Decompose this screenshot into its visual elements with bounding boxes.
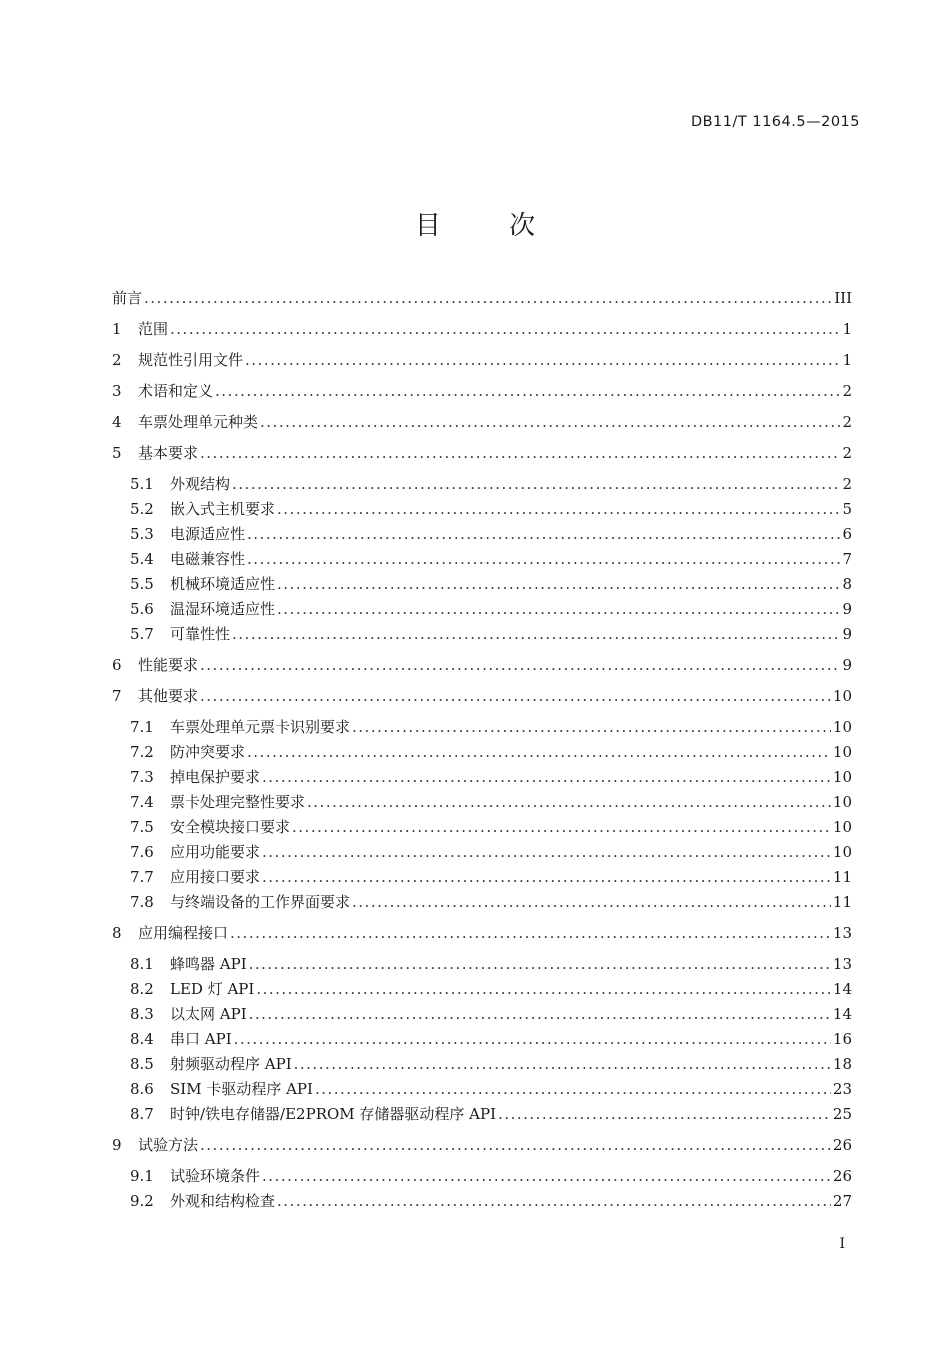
- toc-entry-number: 7.3: [130, 768, 154, 786]
- toc-entry[interactable]: [112, 1052, 852, 1077]
- toc-entry-number: 5.6: [130, 600, 154, 618]
- toc-leader-dots: [245, 348, 840, 372]
- toc-entry[interactable]: [112, 410, 852, 441]
- toc-entry-number: 9: [112, 1136, 122, 1154]
- toc-leader-dots: [200, 1133, 831, 1157]
- toc-entry[interactable]: [112, 286, 852, 317]
- toc-entry-label: 电磁兼容性: [170, 550, 246, 568]
- toc-leader-dots: [247, 740, 831, 765]
- toc-entry[interactable]: [112, 715, 852, 740]
- toc-entry-label: 机械环境适应性: [170, 575, 276, 593]
- toc-entry-label: 时钟/铁电存储器/E2PROM 存储器驱动程序 API: [170, 1105, 497, 1123]
- toc-entry[interactable]: [112, 684, 852, 715]
- toc-leader-dots: [200, 653, 840, 677]
- toc-entry-label: 可靠性性: [170, 625, 231, 643]
- toc-leader-dots: [200, 441, 840, 465]
- toc-entry[interactable]: [112, 740, 852, 765]
- toc-entry-label: 以太网 API: [170, 1005, 247, 1023]
- toc-entry-label: 电源适应性: [170, 525, 246, 543]
- toc-leader-dots: [247, 547, 840, 572]
- toc-entry-page: 9: [842, 600, 852, 618]
- toc-entry-label: 前言: [112, 289, 143, 307]
- toc-entry-number: 9.2: [130, 1192, 154, 1210]
- toc-entry-number: 1: [112, 320, 122, 338]
- toc-entry-label: 外观和结构检查: [170, 1192, 276, 1210]
- toc-entry-page: 18: [832, 1055, 852, 1073]
- toc-leader-dots: [292, 815, 831, 840]
- toc-entry[interactable]: [112, 472, 852, 497]
- toc-entry-page: 14: [832, 980, 852, 998]
- toc-leader-dots: [232, 622, 840, 647]
- toc-entry[interactable]: [112, 653, 852, 684]
- toc-entry-page: 2: [842, 382, 852, 400]
- toc-entry-label: 蜂鸣器 API: [170, 955, 247, 973]
- toc-entry[interactable]: [112, 1077, 852, 1102]
- toc-entry-page: 26: [832, 1136, 852, 1154]
- toc-entry[interactable]: [112, 1164, 852, 1189]
- toc-entry-page: 1: [842, 320, 852, 338]
- toc-entry-number: 8.6: [130, 1080, 154, 1098]
- toc-entry-number: 8.7: [130, 1105, 154, 1123]
- toc-entry-number: 5.5: [130, 575, 154, 593]
- toc-entry[interactable]: [112, 622, 852, 647]
- toc-leader-dots: [262, 765, 831, 790]
- toc-entry-label: SIM 卡驱动程序 API: [170, 1080, 313, 1098]
- toc-entry-label: 温湿环境适应性: [170, 600, 276, 618]
- toc-entry-page: 6: [842, 525, 852, 543]
- toc-leader-dots: [215, 379, 840, 403]
- toc-entry-number: 8: [112, 924, 122, 942]
- toc-entry-label: 其他要求: [138, 687, 199, 705]
- toc-leader-dots: [234, 1027, 831, 1052]
- toc-entry-page: 8: [842, 575, 852, 593]
- toc-entry[interactable]: [112, 952, 852, 977]
- toc-leader-dots: [277, 572, 840, 597]
- toc-leader-dots: [260, 410, 840, 434]
- toc-entry-label: 与终端设备的工作界面要求: [170, 893, 351, 911]
- toc-leader-dots: [277, 497, 840, 522]
- toc-entry[interactable]: [112, 522, 852, 547]
- toc-entry-page: 25: [832, 1105, 852, 1123]
- toc-leader-dots: [200, 684, 831, 708]
- document-code: DB11/T 1164.5—2015: [690, 114, 860, 130]
- toc-entry-label: 射频驱动程序 API: [170, 1055, 292, 1073]
- toc-entry-label: 基本要求: [138, 444, 199, 462]
- toc-entry-label: 规范性引用文件: [138, 351, 244, 369]
- toc-entry[interactable]: [112, 790, 852, 815]
- toc-leader-dots: [262, 840, 831, 865]
- toc-entry[interactable]: [112, 1002, 852, 1027]
- toc-entry-number: 7.4: [130, 793, 154, 811]
- table-of-contents: [112, 286, 852, 1214]
- toc-leader-dots: [249, 952, 831, 977]
- toc-entry[interactable]: [112, 317, 852, 348]
- toc-entry-page: 5: [842, 500, 852, 518]
- toc-leader-dots: [352, 890, 831, 915]
- toc-entry[interactable]: [112, 441, 852, 472]
- toc-entry-number: 5.1: [130, 475, 154, 493]
- toc-entry[interactable]: [112, 977, 852, 1002]
- toc-entry[interactable]: [112, 890, 852, 915]
- toc-entry[interactable]: [112, 1189, 852, 1214]
- toc-entry-number: 5: [112, 444, 122, 462]
- toc-entry-label: 安全模块接口要求: [170, 818, 291, 836]
- toc-leader-dots: [262, 865, 831, 890]
- toc-entry-label: 车票处理单元票卡识别要求: [170, 718, 351, 736]
- toc-entry[interactable]: [112, 840, 852, 865]
- toc-entry-page: 13: [832, 924, 852, 942]
- toc-entry-number: 7: [112, 687, 122, 705]
- toc-entry-number: 4: [112, 413, 122, 431]
- toc-entry-label: 串口 API: [170, 1030, 232, 1048]
- toc-entry-page: III: [834, 289, 852, 307]
- toc-entry-page: 10: [832, 768, 852, 786]
- toc-entry-number: 5.2: [130, 500, 154, 518]
- toc-entry-number: 2: [112, 351, 122, 369]
- toc-leader-dots: [294, 1052, 831, 1077]
- toc-entry-number: 9.1: [130, 1167, 154, 1185]
- toc-entry[interactable]: [112, 921, 852, 952]
- toc-entry-page: 10: [832, 687, 852, 705]
- toc-leader-dots: [498, 1102, 831, 1127]
- toc-entry-number: 7.5: [130, 818, 154, 836]
- toc-entry-page: 2: [842, 475, 852, 493]
- toc-entry[interactable]: [112, 1102, 852, 1127]
- toc-entry[interactable]: [112, 572, 852, 597]
- toc-entry-number: 8.3: [130, 1005, 154, 1023]
- toc-entry-label: 车票处理单元种类: [138, 413, 259, 431]
- footer-page-number: I: [839, 1236, 845, 1252]
- toc-entry-label: 票卡处理完整性要求: [170, 793, 306, 811]
- toc-entry-label: 应用功能要求: [170, 843, 261, 861]
- toc-entry-page: 7: [842, 550, 852, 568]
- toc-entry-page: 9: [842, 625, 852, 643]
- toc-entry-number: 7.6: [130, 843, 154, 861]
- toc-entry-number: 7.2: [130, 743, 154, 761]
- toc-leader-dots: [247, 522, 840, 547]
- toc-entry-page: 11: [832, 893, 852, 911]
- toc-leader-dots: [170, 317, 840, 341]
- page-title: 目 次: [414, 211, 566, 241]
- toc-entry-page: 10: [832, 718, 852, 736]
- toc-entry-page: 14: [832, 1005, 852, 1023]
- toc-leader-dots: [307, 790, 831, 815]
- toc-entry-label: 应用编程接口: [138, 924, 229, 942]
- toc-entry-number: 6: [112, 656, 122, 674]
- toc-entry-page: 10: [832, 793, 852, 811]
- toc-entry-number: 8.2: [130, 980, 154, 998]
- toc-entry[interactable]: [112, 865, 852, 890]
- toc-entry-number: 7.8: [130, 893, 154, 911]
- toc-entry-number: 5.4: [130, 550, 154, 568]
- toc-entry[interactable]: [112, 597, 852, 622]
- toc-entry[interactable]: [112, 1027, 852, 1052]
- toc-entry-page: 10: [832, 843, 852, 861]
- toc-entry-page: 9: [842, 656, 852, 674]
- toc-entry-label: 性能要求: [138, 656, 199, 674]
- toc-entry-number: 5.7: [130, 625, 154, 643]
- toc-entry-page: 26: [832, 1167, 852, 1185]
- toc-leader-dots: [315, 1077, 831, 1102]
- toc-leader-dots: [277, 1189, 831, 1214]
- toc-entry-label: 掉电保护要求: [170, 768, 261, 786]
- toc-entry-page: 2: [842, 444, 852, 462]
- toc-leader-dots: [249, 1002, 831, 1027]
- toc-leader-dots: [230, 921, 831, 945]
- toc-entry[interactable]: [112, 815, 852, 840]
- toc-entry-page: 27: [832, 1192, 852, 1210]
- toc-leader-dots: [352, 715, 831, 740]
- toc-entry[interactable]: [112, 765, 852, 790]
- toc-entry-page: 2: [842, 413, 852, 431]
- toc-leader-dots: [262, 1164, 831, 1189]
- toc-entry-page: 16: [832, 1030, 852, 1048]
- toc-entry-number: 7.1: [130, 718, 154, 736]
- toc-entry-page: 10: [832, 743, 852, 761]
- toc-entry-label: 防冲突要求: [170, 743, 246, 761]
- toc-entry-label: 范围: [138, 320, 169, 338]
- toc-entry-number: 7.7: [130, 868, 154, 886]
- toc-entry-label: 外观结构: [170, 475, 231, 493]
- toc-entry[interactable]: [112, 497, 852, 522]
- toc-leader-dots: [144, 286, 832, 310]
- toc-entry-page: 1: [842, 351, 852, 369]
- toc-entry-label: LED 灯 API: [170, 980, 255, 998]
- toc-entry-page: 23: [832, 1080, 852, 1098]
- toc-leader-dots: [232, 472, 840, 497]
- toc-entry-label: 试验方法: [138, 1136, 199, 1154]
- toc-entry[interactable]: [112, 379, 852, 410]
- toc-entry[interactable]: [112, 1133, 852, 1164]
- toc-entry-page: 13: [832, 955, 852, 973]
- toc-entry-page: 11: [832, 868, 852, 886]
- toc-entry-page: 10: [832, 818, 852, 836]
- toc-entry-number: 8.5: [130, 1055, 154, 1073]
- toc-entry-number: 8.1: [130, 955, 154, 973]
- toc-entry[interactable]: [112, 547, 852, 572]
- toc-entry-label: 试验环境条件: [170, 1167, 261, 1185]
- toc-entry-number: 5.3: [130, 525, 154, 543]
- toc-entry-label: 术语和定义: [138, 382, 214, 400]
- toc-entry-number: 3: [112, 382, 122, 400]
- toc-entry-number: 8.4: [130, 1030, 154, 1048]
- toc-entry-label: 嵌入式主机要求: [170, 500, 276, 518]
- toc-entry[interactable]: [112, 348, 852, 379]
- toc-leader-dots: [256, 977, 831, 1002]
- toc-leader-dots: [277, 597, 840, 622]
- toc-entry-label: 应用接口要求: [170, 868, 261, 886]
